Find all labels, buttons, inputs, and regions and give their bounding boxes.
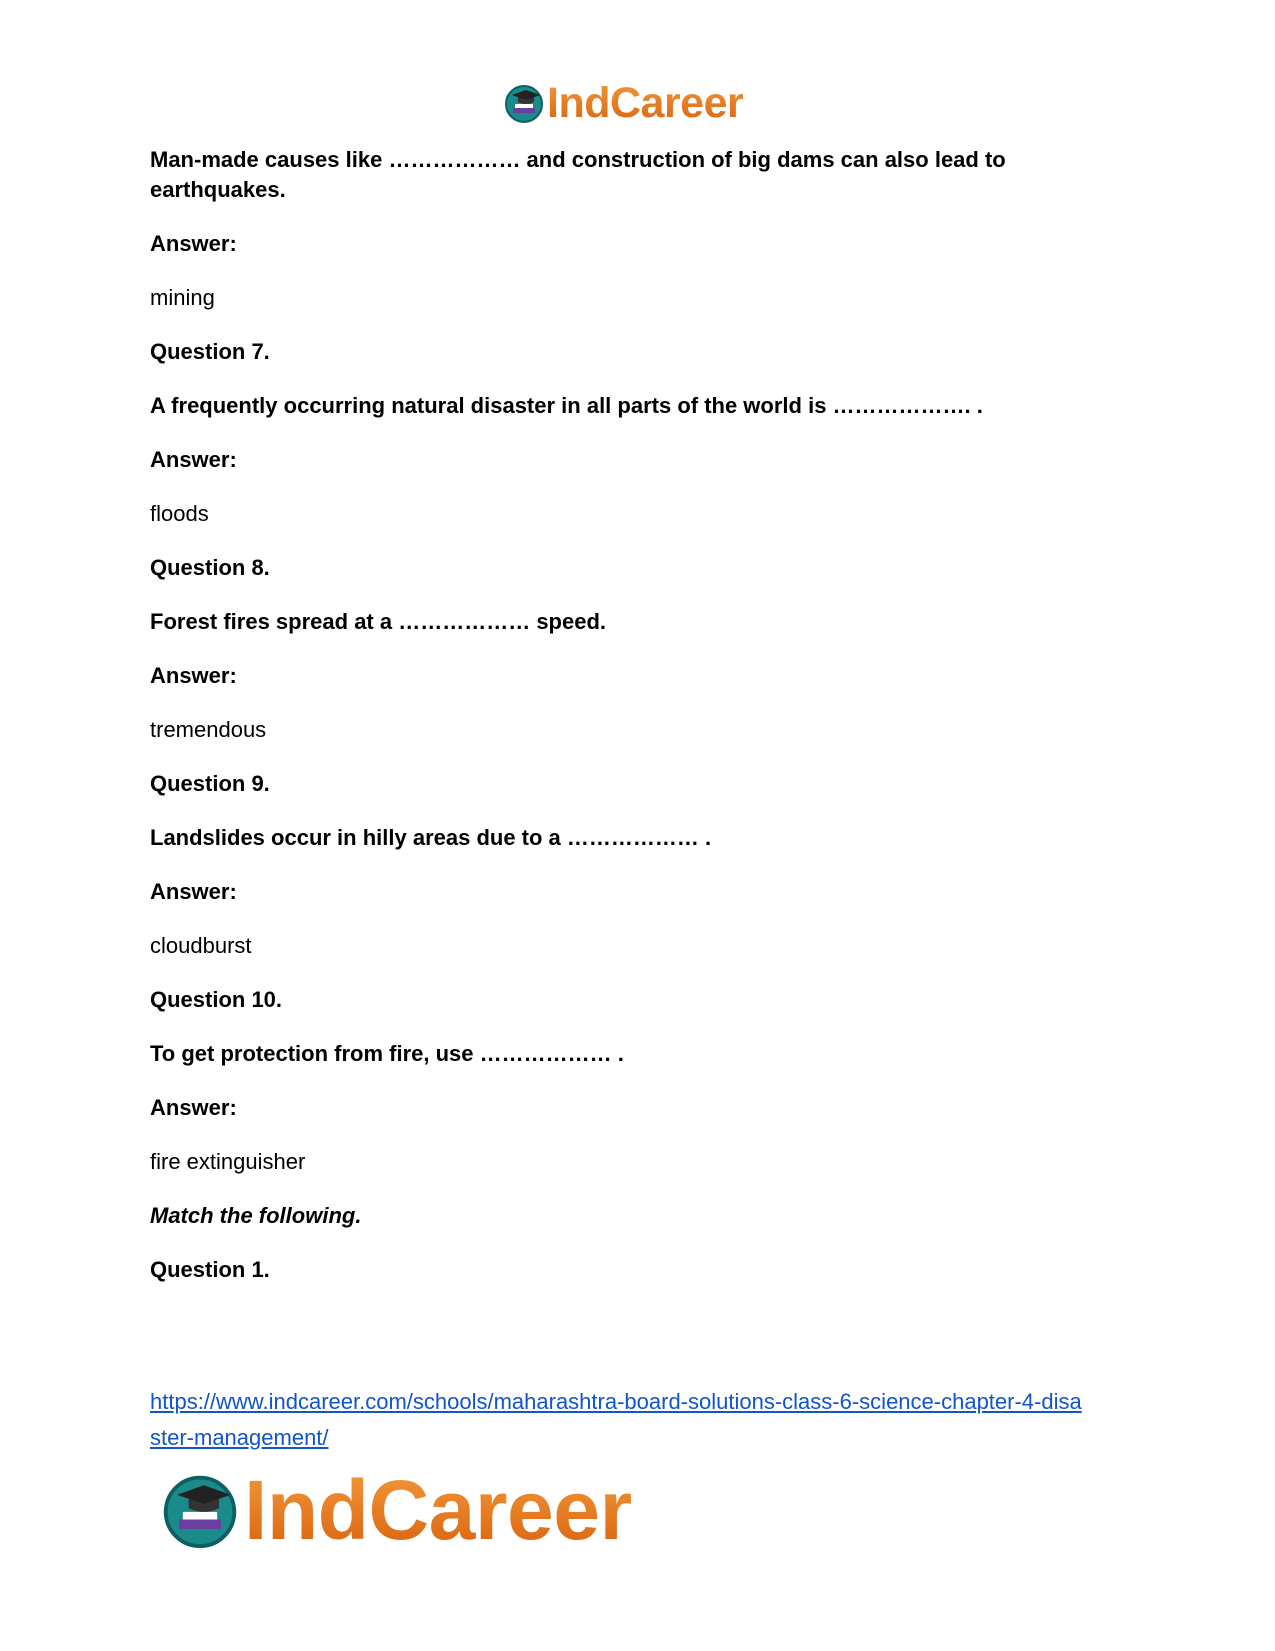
question-number: Question 7. (150, 339, 270, 364)
question-text: Landslides occur in hilly areas due to a ……………… . (150, 825, 712, 850)
question-number: Question 8. (150, 555, 270, 580)
graduation-cap-books-icon (160, 1470, 240, 1550)
answer-label: Answer: (150, 231, 237, 256)
answer-text: fire extinguisher (150, 1149, 306, 1174)
document-body (150, 145, 1130, 1285)
question-number: Question 1. (150, 1257, 270, 1282)
footer-logo-text: IndCareer (244, 1463, 632, 1557)
answer-text: floods (150, 501, 209, 526)
answer-label: Answer: (150, 879, 237, 904)
source-url-link[interactable] (150, 1384, 1150, 1456)
source-url-line-2[interactable]: ster-management/ (150, 1425, 329, 1450)
answer-text: tremendous (150, 717, 267, 742)
graduation-cap-books-icon (503, 82, 545, 124)
answer-label: Answer: (150, 663, 237, 688)
header-logo-text: IndCareer (547, 79, 744, 127)
answer-text: cloudburst (150, 933, 252, 958)
source-url-line-1[interactable]: https://www.indcareer.com/schools/maharashtra-board-solutions-class-6-science-chapter-4-disa (150, 1389, 1082, 1414)
footer-logo (160, 1465, 632, 1555)
answer-label: Answer: (150, 447, 237, 472)
question-text: A frequently occurring natural disaster in all parts of the world is ………………. . (150, 393, 983, 418)
question-text: Man-made causes like ……………… and construction of big dams can also lead to earthquakes. (150, 147, 1006, 202)
header-logo (503, 78, 743, 128)
question-number: Question 10. (150, 987, 283, 1012)
answer-text: mining (150, 285, 215, 310)
answer-label: Answer: (150, 1095, 237, 1120)
question-text: Forest fires spread at a ……………… speed. (150, 609, 607, 634)
section-heading: Match the following. (150, 1203, 362, 1228)
question-text: To get protection from fire, use ……………… . (150, 1041, 624, 1066)
question-number: Question 9. (150, 771, 270, 796)
